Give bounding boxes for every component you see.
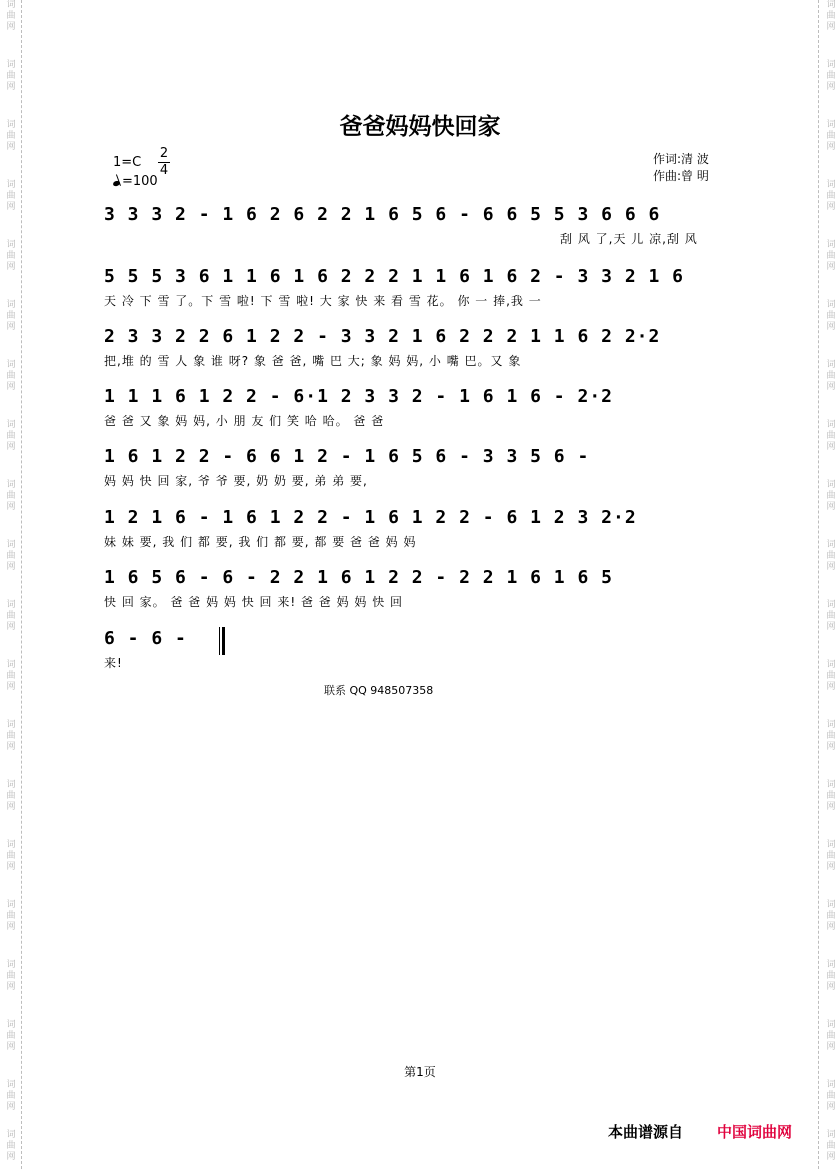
credits	[653, 151, 709, 185]
score-row	[104, 624, 754, 672]
contact-info: 联系 QQ 948507358	[324, 684, 434, 697]
watermark: 词 曲 网	[6, 780, 16, 812]
lyric-line: 妹 妹 要, 我 们 都 要, 我 们 都 要, 都 要 爸 爸 妈 妈	[104, 535, 417, 549]
watermark: 词 曲 网	[826, 60, 836, 92]
watermark: 词 曲 网	[6, 840, 16, 872]
quarter-note-icon	[112, 180, 120, 187]
watermark: 词 曲 网	[6, 600, 16, 632]
time-signature-top: 2	[159, 146, 169, 161]
time-signature-bottom: 4	[159, 163, 169, 178]
watermark: 词 曲 网	[826, 540, 836, 572]
watermark: 词 曲 网	[6, 660, 16, 692]
watermark: 词 曲 网	[826, 720, 836, 752]
lyricist-line	[653, 151, 709, 168]
watermark: 词 曲 网	[6, 1020, 16, 1052]
composer-name: 曾 明	[681, 169, 709, 183]
notation-line: 3 3 3 2 - 1 6 2 6 2 2 1 6 5 6 - 6 6 5 5 3 6 6 6	[104, 204, 661, 225]
watermark: 词 曲 网	[6, 1130, 16, 1162]
watermark: 词 曲 网	[6, 60, 16, 92]
watermark: 词 曲 网	[826, 840, 836, 872]
watermark: 词 曲 网	[826, 0, 836, 32]
score-row	[104, 322, 754, 370]
left-watermark-strip	[0, 0, 22, 1169]
source-site-link[interactable]: 中国词曲网	[717, 1123, 793, 1141]
watermark: 词 曲 网	[6, 120, 16, 152]
tempo-value: =100	[122, 174, 158, 189]
notation-line: 1 6 5 6 - 6 - 2 2 1 6 1 2 2 - 2 2 1 6 1 6 5	[104, 567, 613, 588]
watermark: 词 曲 网	[6, 900, 16, 932]
composer-line	[653, 168, 709, 185]
watermark: 词 曲 网	[826, 960, 836, 992]
lyric-line: 爸 爸 又 象 妈 妈, 小 朋 友 们 笑 哈 哈。 爸 爸	[104, 414, 385, 428]
lyricist-name: 清 波	[681, 152, 709, 166]
score-row	[104, 563, 754, 611]
lyricist-label: 作词:	[653, 152, 682, 166]
composer-label: 作曲:	[653, 169, 682, 183]
watermark: 词 曲 网	[6, 1080, 16, 1112]
score-row	[104, 262, 754, 310]
notation-line: 2 3 3 2 2 6 1 2 2 - 3 3 2 1 6 2 2 2 1 1 6 2 2·2	[104, 326, 661, 347]
score-row	[104, 200, 754, 248]
lyric-line: 刮 风 了,天 儿 凉,刮 风	[560, 232, 698, 246]
page-number: 第1页	[404, 1065, 436, 1079]
score-row	[104, 442, 754, 490]
watermark: 词 曲 网	[826, 420, 836, 452]
watermark: 词 曲 网	[6, 960, 16, 992]
notation-line: 1 6 1 2 2 - 6 6 1 2 - 1 6 5 6 - 3 3 5 6 -	[104, 446, 590, 467]
watermark: 词 曲 网	[6, 420, 16, 452]
score-row	[104, 382, 754, 430]
watermark: 词 曲 网	[826, 1130, 836, 1162]
watermark: 词 曲 网	[826, 120, 836, 152]
watermark: 词 曲 网	[6, 720, 16, 752]
watermark: 词 曲 网	[6, 0, 16, 32]
lyric-line: 妈 妈 快 回 家, 爷 爷 要, 奶 奶 要, 弟 弟 要,	[104, 474, 368, 488]
key-signature: 1=C	[113, 155, 142, 170]
source-label: 本曲谱源自	[608, 1123, 684, 1141]
watermark: 词 曲 网	[6, 180, 16, 212]
final-barline	[219, 627, 225, 655]
notation-line: 6 - 6 -	[104, 628, 187, 649]
watermark: 词 曲 网	[826, 900, 836, 932]
notation-line: 5 5 5 3 6 1 1 6 1 6 2 2 2 1 1 6 1 6 2 - 3 3 2 1 6	[104, 266, 685, 287]
lyric-line: 天 冷 下 雪 了。下 雪 啦! 下 雪 啦! 大 家 快 来 看 雪 花。 你 一 捧,我 一	[104, 294, 542, 308]
song-title: 爸爸妈妈快回家	[339, 114, 501, 140]
time-signature	[158, 146, 170, 179]
lyric-line: 快 回 家。 爸 爸 妈 妈 快 回 来! 爸 爸 妈 妈 快 回	[104, 595, 404, 609]
watermark: 词 曲 网	[826, 1080, 836, 1112]
watermark: 词 曲 网	[6, 300, 16, 332]
notation-line: 1 1 1 6 1 2 2 - 6·1 2 3 3 2 - 1 6 1 6 - 2·2	[104, 386, 613, 407]
watermark: 词 曲 网	[826, 180, 836, 212]
watermark: 词 曲 网	[826, 780, 836, 812]
lyric-line: 来!	[104, 656, 123, 670]
watermark: 词 曲 网	[826, 360, 836, 392]
watermark: 词 曲 网	[826, 240, 836, 272]
watermark: 词 曲 网	[6, 540, 16, 572]
watermark: 词 曲 网	[826, 480, 836, 512]
watermark: 词 曲 网	[826, 660, 836, 692]
lyric-line: 把,堆 的 雪 人 象 谁 呀? 象 爸 爸, 嘴 巴 大; 象 妈 妈, 小 嘴 巴。又 象	[104, 354, 522, 368]
tempo-marking	[113, 174, 158, 189]
watermark: 词 曲 网	[6, 360, 16, 392]
watermark: 词 曲 网	[826, 300, 836, 332]
score-row	[104, 503, 754, 551]
right-watermark-strip	[818, 0, 840, 1169]
watermark: 词 曲 网	[6, 240, 16, 272]
watermark: 词 曲 网	[6, 480, 16, 512]
watermark: 词 曲 网	[826, 1020, 836, 1052]
notation-line: 1 2 1 6 - 1 6 1 2 2 - 1 6 1 2 2 - 6 1 2 3 2·2	[104, 507, 637, 528]
watermark: 词 曲 网	[826, 600, 836, 632]
